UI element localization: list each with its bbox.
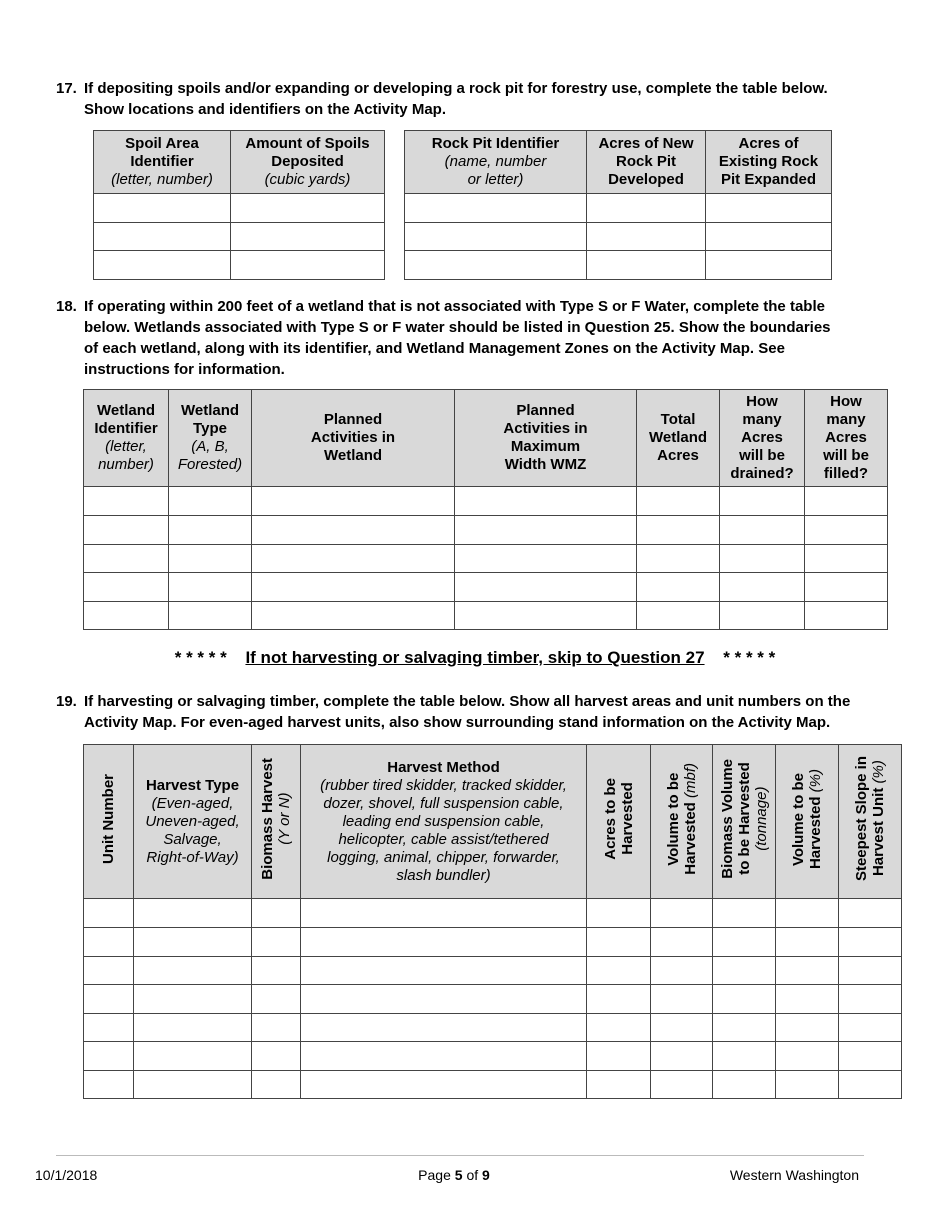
- table-cell[interactable]: [713, 899, 776, 928]
- table-cell[interactable]: [651, 957, 713, 985]
- question-text-line: If harvesting or salvaging timber, complete the table below. Show all harvest areas and unit numbers on the: [84, 693, 851, 710]
- table-cell[interactable]: [637, 487, 720, 516]
- spoil-area-table: [93, 130, 385, 280]
- header-steepest-slope: Steepest Slope in Harvest Unit (%): [839, 745, 902, 899]
- header-unit-number: Unit Number: [84, 745, 134, 899]
- table-cell[interactable]: [84, 1042, 134, 1071]
- table-cell[interactable]: [252, 1071, 301, 1099]
- table-cell[interactable]: [455, 487, 637, 516]
- table-cell[interactable]: [84, 928, 134, 957]
- rock-pit-table: [404, 130, 832, 280]
- table-cell[interactable]: [84, 545, 169, 573]
- header-acres-drained: How many Acres will be drained?: [720, 390, 805, 487]
- header-amount-of-spoils: Amount of Spoils Deposited (cubic yards): [231, 131, 385, 194]
- table-cell[interactable]: [720, 516, 805, 545]
- header-harvest-method: Harvest Method (rubber tired skidder, tracked skidder, dozer, shovel, full suspension cable, leading end suspension cable, helicopter, cable assist/tethered logging, animal, chipper, forwarder, slash bundler): [301, 745, 587, 899]
- header-acres-new-rock-pit: Acres of New Rock Pit Developed: [587, 131, 706, 194]
- table-cell[interactable]: [405, 251, 587, 280]
- header-wetland-identifier: Wetland Identifier (letter, number): [84, 390, 169, 487]
- table-cell[interactable]: [231, 223, 385, 251]
- table-cell[interactable]: [839, 985, 902, 1014]
- table-row: [84, 1042, 902, 1071]
- table-cell[interactable]: [587, 251, 706, 280]
- table-cell[interactable]: [805, 573, 888, 602]
- header-biomass-volume: Biomass Volume to be Harvested (tonnage): [713, 745, 776, 899]
- question-text-line: below. Wetlands associated with Type S or F water should be listed in Question 25. Show the boundaries: [84, 319, 831, 336]
- table-cell[interactable]: [587, 899, 651, 928]
- table-row: [84, 899, 902, 928]
- question-text-line: If operating within 200 feet of a wetland that is not associated with Type S or F Water, complete the table: [84, 298, 825, 315]
- footer-divider: [56, 1155, 864, 1156]
- table-cell[interactable]: [805, 602, 888, 630]
- footer-date: 10/1/2018: [35, 1167, 98, 1183]
- table-cell[interactable]: [455, 602, 637, 630]
- footer-page-number: Page 5 of 9: [418, 1167, 490, 1183]
- table-cell[interactable]: [84, 1071, 134, 1099]
- footer-region: Western Washington: [729, 1167, 859, 1183]
- table-cell[interactable]: [84, 957, 134, 985]
- table-cell[interactable]: [776, 985, 839, 1014]
- table-cell[interactable]: [84, 985, 134, 1014]
- table-cell[interactable]: [134, 928, 252, 957]
- table-cell[interactable]: [587, 1042, 651, 1071]
- question-number: 17.: [56, 80, 77, 97]
- question-19: [56, 691, 906, 735]
- table-cell[interactable]: [651, 928, 713, 957]
- table-cell[interactable]: [252, 985, 301, 1014]
- table-cell[interactable]: [252, 573, 455, 602]
- table-cell[interactable]: [805, 545, 888, 573]
- table-row: [84, 985, 902, 1014]
- table-cell[interactable]: [84, 1014, 134, 1042]
- table-cell[interactable]: [839, 957, 902, 985]
- table-cell[interactable]: [252, 957, 301, 985]
- table-cell[interactable]: [776, 957, 839, 985]
- table-cell[interactable]: [776, 928, 839, 957]
- wetland-table: [83, 389, 888, 630]
- header-rock-pit-identifier: Rock Pit Identifier (name, number or letter): [405, 131, 587, 194]
- table-cell[interactable]: [776, 1042, 839, 1071]
- table-cell[interactable]: [587, 957, 651, 985]
- table-cell[interactable]: [839, 928, 902, 957]
- table-cell[interactable]: [134, 1071, 252, 1099]
- header-planned-activities-wmz: Planned Activities in Maximum Width WMZ: [455, 390, 637, 487]
- table-cell[interactable]: [301, 957, 587, 985]
- stars-right: * * * * *: [723, 648, 776, 667]
- table-cell[interactable]: [134, 1014, 252, 1042]
- table-row: [84, 487, 888, 516]
- table-row: [84, 957, 902, 985]
- question-text-line: instructions for information.: [84, 361, 285, 378]
- table-cell[interactable]: [169, 545, 252, 573]
- skip-instruction: [0, 648, 950, 668]
- table-cell[interactable]: [252, 602, 455, 630]
- table-cell[interactable]: [706, 223, 832, 251]
- question-number: 18.: [56, 298, 77, 315]
- question-text-line: Show locations and identifiers on the Activity Map.: [84, 101, 446, 118]
- question-18: [56, 296, 886, 380]
- table-cell[interactable]: [706, 194, 832, 223]
- table-cell[interactable]: [776, 1014, 839, 1042]
- table-cell[interactable]: [301, 928, 587, 957]
- table-cell[interactable]: [839, 1014, 902, 1042]
- table-cell[interactable]: [587, 1071, 651, 1099]
- table-cell[interactable]: [776, 1071, 839, 1099]
- table-cell[interactable]: [720, 545, 805, 573]
- table-cell[interactable]: [134, 985, 252, 1014]
- table-cell[interactable]: [94, 223, 231, 251]
- table-row: [84, 545, 888, 573]
- table-cell[interactable]: [587, 928, 651, 957]
- table-cell[interactable]: [587, 223, 706, 251]
- table-cell[interactable]: [252, 1042, 301, 1071]
- table-cell[interactable]: [94, 194, 231, 223]
- question-text-line: If depositing spoils and/or expanding or developing a rock pit for forestry use, complete the table below.: [84, 80, 828, 97]
- table-cell[interactable]: [713, 1042, 776, 1071]
- table-row: [84, 928, 902, 957]
- header-harvest-type: Harvest Type (Even-aged, Uneven-aged, Salvage, Right-of-Way): [134, 745, 252, 899]
- table-cell[interactable]: [252, 928, 301, 957]
- table-cell[interactable]: [455, 545, 637, 573]
- table-cell[interactable]: [651, 1071, 713, 1099]
- table-cell[interactable]: [720, 602, 805, 630]
- table-cell[interactable]: [252, 545, 455, 573]
- harvest-table: [83, 744, 902, 1099]
- table-cell[interactable]: [134, 1042, 252, 1071]
- table-cell[interactable]: [713, 985, 776, 1014]
- table-cell[interactable]: [134, 899, 252, 928]
- table-cell[interactable]: [720, 487, 805, 516]
- table-cell[interactable]: [651, 1014, 713, 1042]
- header-acres-existing-rock-pit: Acres of Existing Rock Pit Expanded: [706, 131, 832, 194]
- table-cell[interactable]: [169, 487, 252, 516]
- header-biomass-harvest: Biomass Harvest (Y or N): [252, 745, 301, 899]
- skip-text: If not harvesting or salvaging timber, skip to Question 27: [245, 648, 705, 667]
- header-spoil-area-identifier: Spoil Area Identifier (letter, number): [94, 131, 231, 194]
- table-row: [84, 573, 888, 602]
- header-volume-harvested: Volume to be Harvested (mbf): [651, 745, 713, 899]
- table-cell[interactable]: [301, 1042, 587, 1071]
- header-acres-harvested: Acres to be Harvested: [587, 745, 651, 899]
- table-cell[interactable]: [839, 899, 902, 928]
- header-planned-activities-wetland: Planned Activities in Wetland: [252, 390, 455, 487]
- table-cell[interactable]: [720, 573, 805, 602]
- table-cell[interactable]: [839, 1071, 902, 1099]
- table-cell[interactable]: [706, 251, 832, 280]
- question-text-line: Activity Map. For even-aged harvest units, also show surrounding stand information on the Activity Map.: [84, 714, 831, 731]
- table-cell[interactable]: [587, 985, 651, 1014]
- table-cell[interactable]: [455, 516, 637, 545]
- table-cell[interactable]: [405, 223, 587, 251]
- table-cell[interactable]: [231, 251, 385, 280]
- table-cell[interactable]: [651, 1042, 713, 1071]
- table-cell[interactable]: [637, 516, 720, 545]
- table-cell[interactable]: [587, 1014, 651, 1042]
- table-cell[interactable]: [455, 573, 637, 602]
- header-acres-filled: How many Acres will be filled?: [805, 390, 888, 487]
- table-cell[interactable]: [84, 573, 169, 602]
- question-number: 19.: [56, 693, 77, 710]
- question-text-line: of each wetland, along with its identifier, and Wetland Management Zones on the Activity Map. See: [84, 340, 785, 357]
- table-row: [84, 516, 888, 545]
- table-cell[interactable]: [231, 194, 385, 223]
- table-cell[interactable]: [713, 1071, 776, 1099]
- table-cell[interactable]: [405, 194, 587, 223]
- table-cell[interactable]: [252, 516, 455, 545]
- table-cell[interactable]: [301, 1071, 587, 1099]
- table-cell[interactable]: [713, 957, 776, 985]
- table-cell[interactable]: [84, 516, 169, 545]
- table-cell[interactable]: [252, 1014, 301, 1042]
- table-cell[interactable]: [637, 573, 720, 602]
- table-cell[interactable]: [84, 487, 169, 516]
- table-cell[interactable]: [84, 899, 134, 928]
- table-cell[interactable]: [252, 487, 455, 516]
- header-total-wetland-acres: Total Wetland Acres: [637, 390, 720, 487]
- table-row: [84, 602, 888, 630]
- table-cell[interactable]: [84, 602, 169, 630]
- table-cell[interactable]: [252, 899, 301, 928]
- table-cell[interactable]: [637, 545, 720, 573]
- table-cell[interactable]: [587, 194, 706, 223]
- table-row: [84, 1071, 902, 1099]
- question-17: [56, 78, 886, 122]
- header-wetland-type: Wetland Type (A, B, Forested): [169, 390, 252, 487]
- table-cell[interactable]: [169, 573, 252, 602]
- table-cell[interactable]: [651, 899, 713, 928]
- table-cell[interactable]: [805, 487, 888, 516]
- table-cell[interactable]: [776, 899, 839, 928]
- header-volume-percent: Volume to be Harvested (%): [776, 745, 839, 899]
- table-cell[interactable]: [713, 928, 776, 957]
- table-cell[interactable]: [651, 985, 713, 1014]
- table-cell[interactable]: [301, 985, 587, 1014]
- table-cell[interactable]: [805, 516, 888, 545]
- table-cell[interactable]: [169, 516, 252, 545]
- table-cell[interactable]: [301, 1014, 587, 1042]
- table-cell[interactable]: [94, 251, 231, 280]
- table-cell[interactable]: [839, 1042, 902, 1071]
- table-cell[interactable]: [169, 602, 252, 630]
- table-cell[interactable]: [713, 1014, 776, 1042]
- table-cell[interactable]: [637, 602, 720, 630]
- table-cell[interactable]: [301, 899, 587, 928]
- table-row: [84, 1014, 902, 1042]
- table-cell[interactable]: [134, 957, 252, 985]
- stars-left: * * * * *: [174, 648, 227, 667]
